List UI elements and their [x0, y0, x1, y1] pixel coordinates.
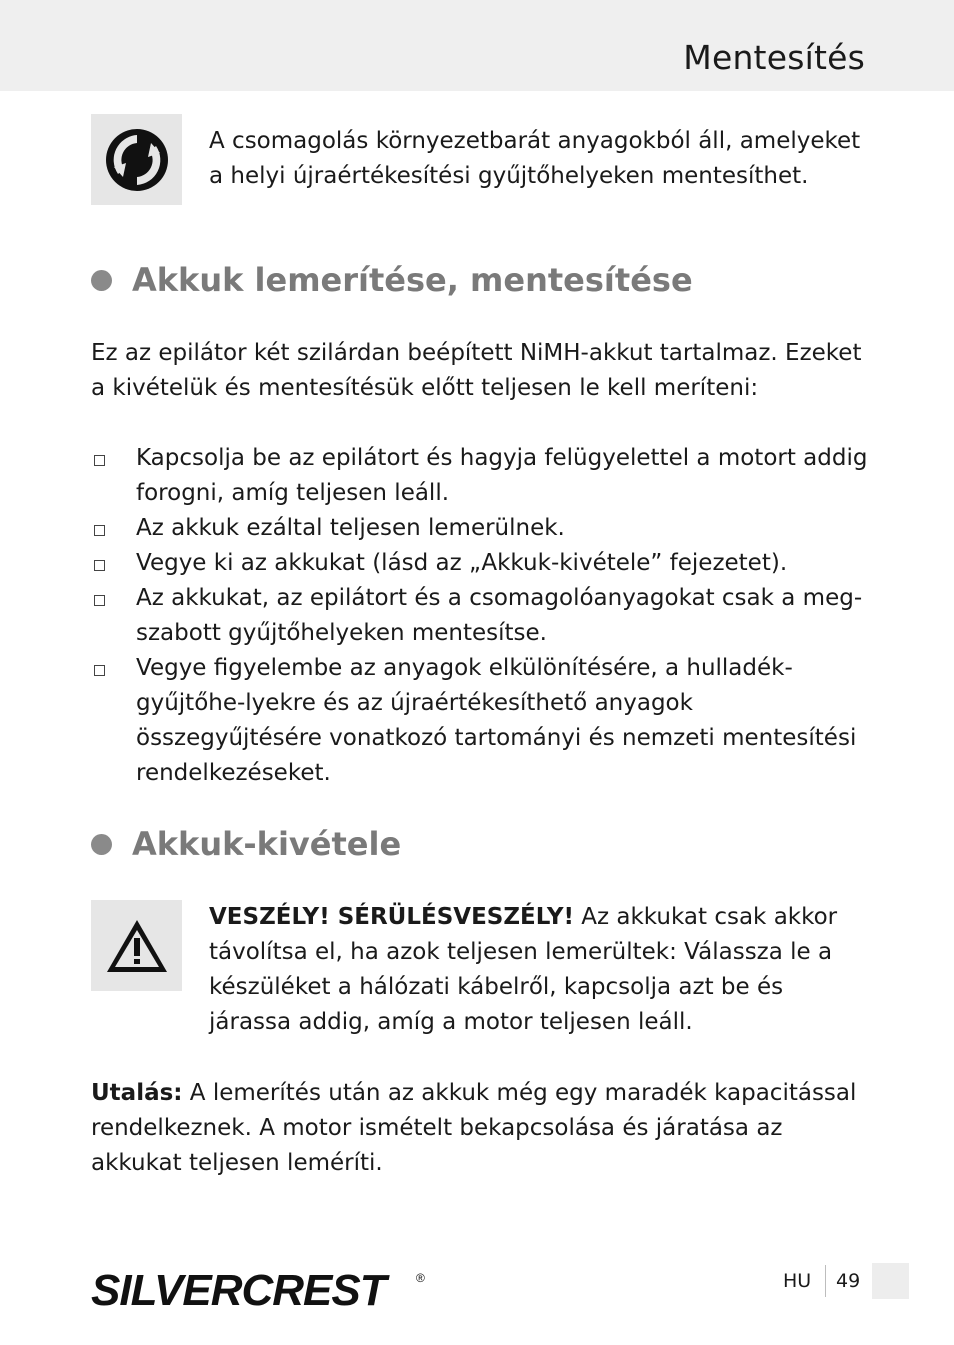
list-item — [91, 441, 871, 511]
section-heading-akkuk-lemeritese — [91, 261, 693, 299]
list-item — [91, 546, 871, 581]
checkbox-bullet — [94, 560, 105, 571]
note-label: Utalás: — [91, 1080, 183, 1106]
note-paragraph — [91, 1076, 871, 1181]
intro-text: A csomagolás környezetbarát anyagokból áll, amelyeket a helyi újraértékesítési gyűjtőhelyeken mentesíthet. — [209, 128, 861, 189]
instruction-list — [91, 441, 871, 791]
list-item-text: Kapcsolja be az epilátort és hagyja felügyelettel a motort addig forogni, amíg teljesen leáll. — [136, 445, 868, 506]
page-number: 49 — [836, 1270, 861, 1292]
list-item-text: Az akkukat, az epilátort és a csomagolóanyagokat csak a meg-szabott gyűjtőhelyeken mentesítse. — [136, 585, 863, 646]
brand-logo — [91, 1262, 431, 1314]
footer-divider — [825, 1265, 826, 1297]
green-dot-recycling-icon — [104, 127, 170, 193]
list-item-text: Az akkuk ezáltal teljesen lemerülnek. — [136, 515, 565, 541]
registered-mark: ® — [416, 1271, 425, 1285]
checkbox-bullet — [94, 595, 105, 606]
page-title: Mentesítés — [683, 38, 865, 77]
warning-icon-box — [91, 900, 182, 991]
checkbox-bullet — [94, 525, 105, 536]
checkbox-bullet — [94, 665, 105, 676]
section-heading-text: Akkuk-kivétele — [132, 825, 402, 863]
heading-bullet — [91, 834, 112, 855]
list-item — [91, 511, 871, 546]
list-item — [91, 651, 871, 791]
warning-paragraph — [209, 900, 869, 1040]
section-heading-text: Akkuk lemerítése, mentesítése — [132, 261, 693, 299]
list-item-text: Vegye figyelembe az anyagok elkülönítésére, a hulladék-gyűjtőhe-lyekre és az újraértékesíthető anyagok összegyűjtésére vonatkozó tartományi és nemzeti mentesítési rendelkezéseket. — [136, 655, 857, 786]
list-item-text: Vegye ki az akkukat (lásd az „Akkuk-kivétele” fejezetet). — [136, 550, 788, 576]
section1-paragraph: Ez az epilátor két szilárdan beépített NiMH-akkut tartalmaz. Ezeket a kivételük és mentesítésük előtt teljesen le kell meríteni: — [91, 340, 862, 401]
recycling-icon-box — [91, 114, 182, 205]
list-item — [91, 581, 871, 651]
checkbox-bullet — [94, 455, 105, 466]
silvercrest-logo — [91, 1262, 431, 1310]
section-heading-akkuk-kivetele — [91, 825, 401, 863]
language-code: HU — [783, 1270, 812, 1292]
note-text: A lemerítés után az akkuk még egy maradék kapacitással rendelkeznek. A motor ismételt bekapcsolása és járatása az akkukat teljesen leméríti. — [91, 1080, 857, 1176]
warning-label: VESZÉLY! SÉRÜLÉSVESZÉLY! — [209, 904, 574, 930]
warning-text: Az akkukat csak akkor távolítsa el, ha azok teljesen lemerültek: Válassza le a készüléket a hálózati kábelről, kapcsolja azt be és járassa addig, amíg a motor teljesen leáll. — [209, 904, 838, 1035]
brand-name: SILVERCREST — [91, 1266, 386, 1310]
warning-triangle-icon — [104, 916, 170, 976]
page-tab-marker — [872, 1263, 909, 1299]
heading-bullet — [91, 270, 112, 291]
